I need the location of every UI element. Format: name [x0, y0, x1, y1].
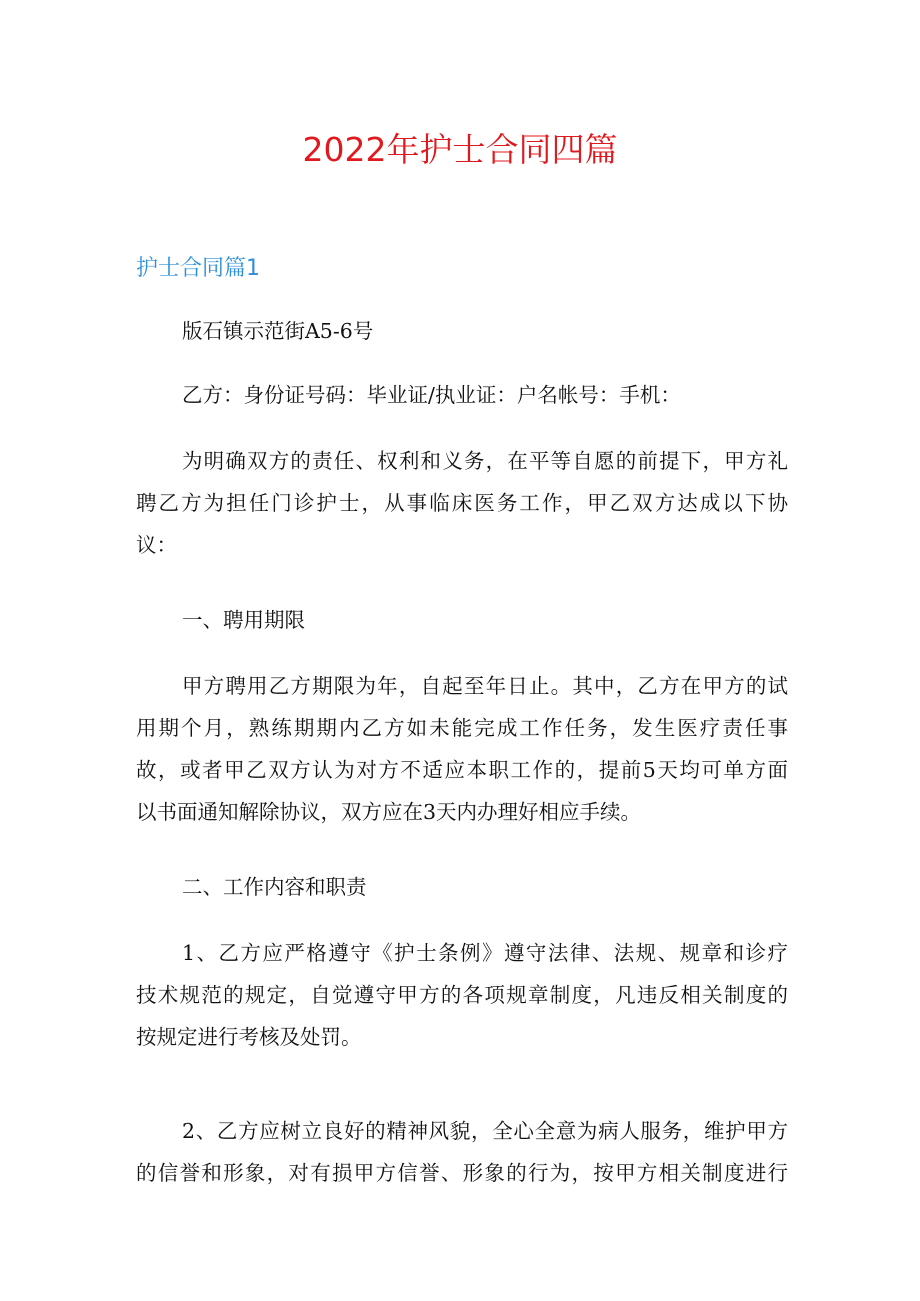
paragraph-duty-2 [136, 1110, 788, 1194]
paragraph-line: 乙方：身份证号码：毕业证/执业证：户名帐号：手机： [182, 383, 681, 407]
paragraph-duty-1 [136, 932, 788, 1058]
paragraph-line: 为明确双方的责任、权利和义务，在平等自愿的前提下，甲方礼 [182, 449, 788, 473]
paragraph-line: 甲方聘用乙方期限为年，自起至年日止。其中，乙方在甲方的试 [182, 674, 788, 698]
paragraph-party-b [136, 374, 788, 416]
paragraph-preamble [136, 440, 788, 566]
paragraph-line: 2、乙方应树立良好的精神风貌，全心全意为病人服务，维护甲方 [182, 1119, 788, 1143]
paragraph-line: 以书面通知解除协议，双方应在3天内办理好相应手续。 [136, 800, 642, 824]
paragraph-address [136, 310, 788, 352]
paragraph-line: 聘乙方为担任门诊护士，从事临床医务工作，甲乙双方达成以下协 [136, 491, 788, 515]
paragraph-line: 一、聘用期限 [182, 608, 305, 632]
document-title: 2022年护士合同四篇 [302, 130, 618, 169]
paragraph-line: 议： [136, 533, 177, 557]
paragraph-line: 二、工作内容和职责 [182, 875, 367, 899]
clause-heading-term [136, 599, 788, 641]
section-heading: 护士合同篇1 [136, 256, 260, 281]
paragraph-line: 版石镇示范街A5-6号 [182, 319, 374, 343]
paragraph-line: 用期个月，熟练期期内乙方如未能完成工作任务，发生医疗责任事 [136, 716, 788, 740]
paragraph-line: 技术规范的规定，自觉遵守甲方的各项规章制度，凡违反相关制度的 [136, 983, 788, 1007]
paragraph-line: 的信誉和形象，对有损甲方信誉、形象的行为，按甲方相关制度进行 [136, 1161, 788, 1185]
paragraph-term [136, 665, 788, 833]
paragraph-line: 按规定进行考核及处罚。 [136, 1025, 362, 1049]
clause-heading-duties [136, 866, 788, 908]
paragraph-line: 1、乙方应严格遵守《护士条例》遵守法律、法规、规章和诊疗 [182, 941, 788, 965]
paragraph-line: 故，或者甲乙双方认为对方不适应本职工作的，提前5天均可单方面 [136, 758, 788, 782]
